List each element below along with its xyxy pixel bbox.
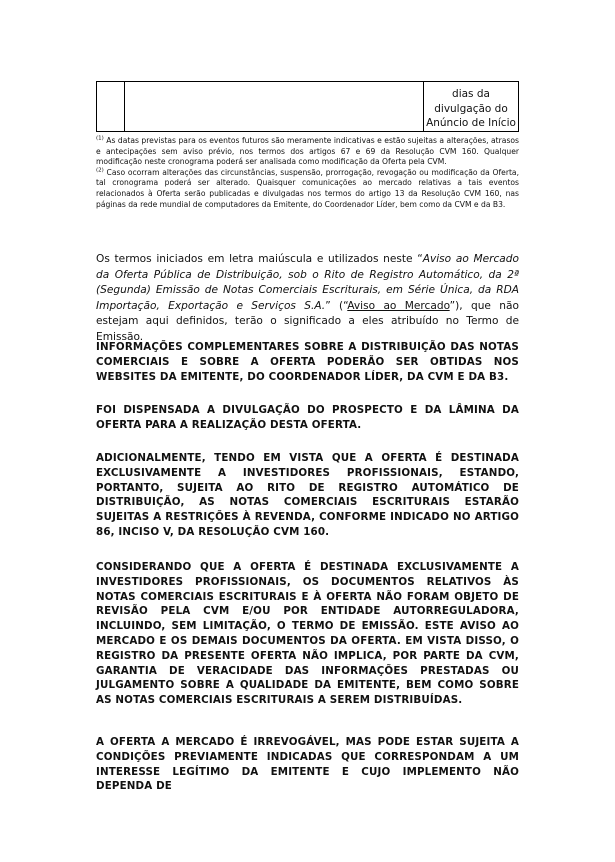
paragraph-prospectus-waiver [96,403,519,433]
defined-term: Aviso ao Mercado [347,299,450,312]
footnote-text: Caso ocorram alterações das circunstâncias, suspensão, prorrogação, revogação ou modificação da Oferta, tal cronograma poderá ser alterado. Quaisquer comunicações ao mercado relativas a tais eventos relacionados à Oferta serão publicadas e divulgadas nos termos do artigo 13 da Resolução CVM 160, nas páginas da rede mundial de computadores da Emitente, do Coordenador Líder, bem como da CVM e da B3. [96,167,519,209]
paragraph-text: CONSIDERANDO QUE A OFERTA É DESTINADA EXCLUSIVAMENTE A INVESTIDORES PROFISSIONAIS, OS DOCUMENTOS RELATIVOS ÀS NOTAS COMERCIAIS ESCRITURAIS E À OFERTA NÃO FORAM OBJETO DE REVISÃO PELA CVM E/OU POR ENTIDADE AUTORREGULADORA, INCLUINDO, SEM LIMITAÇÃO, O TERMO DE EMISSÃO. ESTE AVISO AO MERCADO E OS DEMAIS DOCUMENTOS DA OFERTA. EM VISTA DISSO, O REGISTRO DA PRESENTE OFERTA NÃO IMPLICA, POR PARTE DA CVM, GARANTIA DE VERACIDADE DAS INFORMAÇÕES PRESTADAS OU JULGAMENTO SOBRE A QUALIDADE DA EMITENTE, BEM COMO SOBRE AS NOTAS COMERCIAIS ESCRITURAIS A SEREM DISTRIBUÍDAS. [96,561,519,707]
footnote-1 [96,136,519,168]
paragraph-text: INFORMAÇÕES COMPLEMENTARES SOBRE A DISTRIBUIÇÃO DAS NOTAS COMERCIAIS E SOBRE A OFERTA PODERÃO SER OBTIDAS NOS WEBSITES DA EMITENTE, DO COORDENADOR LÍDER, DA CVM E DA B3. [96,341,519,383]
intro-text: ” (“ [325,299,348,312]
paragraph-additional-info [96,340,519,384]
table-cell-date [423,82,518,131]
paragraph-text: ADICIONALMENTE, TENDO EM VISTA QUE A OFERTA É DESTINADA EXCLUSIVAMENTE A INVESTIDORES PROFISSIONAIS, ESTANDO, PORTANTO, SUJEITA AO RITO DE REGISTRO AUTOMÁTICO DE DISTRIBUIÇÃO, AS NOTAS COMERCIAIS ESCRITURAIS ESTARÃO SUJEITAS A RESTRIÇÕES À REVENDA, CONFORME INDICADO NO ARTIGO 86, INCISO V, DA RESOLUÇÃO CVM 160. [96,452,519,538]
footnote-marker: (2) [96,167,104,174]
paragraph-text: FOI DISPENSADA A DIVULGAÇÃO DO PROSPECTO E DA LÂMINA DA OFERTA PARA A REALIZAÇÃO DESTA OFERTA. [96,404,519,431]
schedule-table-fragment [96,81,519,132]
footnote-marker: (1) [96,135,104,142]
intro-italic-title: Aviso ao Mercado da Oferta Pública de Distribuição, sob o Rito de Registro Automático, da 2ª (Segunda) Emissão de Notas Comerciais Escriturais, em Série Única, da RDA Importação, Exportação e Serviços S.A. [96,253,519,312]
intro-paragraph [96,252,519,346]
intro-text: ”), que não estejam aqui definidos, terão o significado a eles atribuído no Termo de Emissão. [96,299,519,343]
paragraph-no-cvm-review [96,560,519,708]
paragraph-text: A OFERTA A MERCADO É IRREVOGÁVEL, MAS PODE ESTAR SUJEITA A CONDIÇÕES PREVIAMENTE INDICADAS QUE CORRESPONDAM A UM INTERESSE LEGÍTIMO DA EMITENTE E CUJO IMPLEMENTO NÃO DEPENDA DE [96,736,519,793]
footnote-text: As datas previstas para os eventos futuros são meramente indicativas e estão sujeitas a alterações, atrasos e antecipações sem aviso prévio, nos termos dos artigos 67 e 69 da Resolução CVM 160. Qualquer modificação neste cronograma poderá ser analisada como modificação da Oferta pela CVM. [96,136,519,167]
paragraph-irrevocable-offer [96,735,519,794]
footnotes [96,136,519,210]
table-cell-date-text: dias da divulgação do Anúncio de Início [426,88,516,130]
paragraph-resale-restrictions [96,451,519,540]
intro-text: Os termos iniciados em letra maiúscula e utilizados neste “ [96,253,423,265]
table-cell-number [97,82,125,131]
footnote-2 [96,168,519,210]
